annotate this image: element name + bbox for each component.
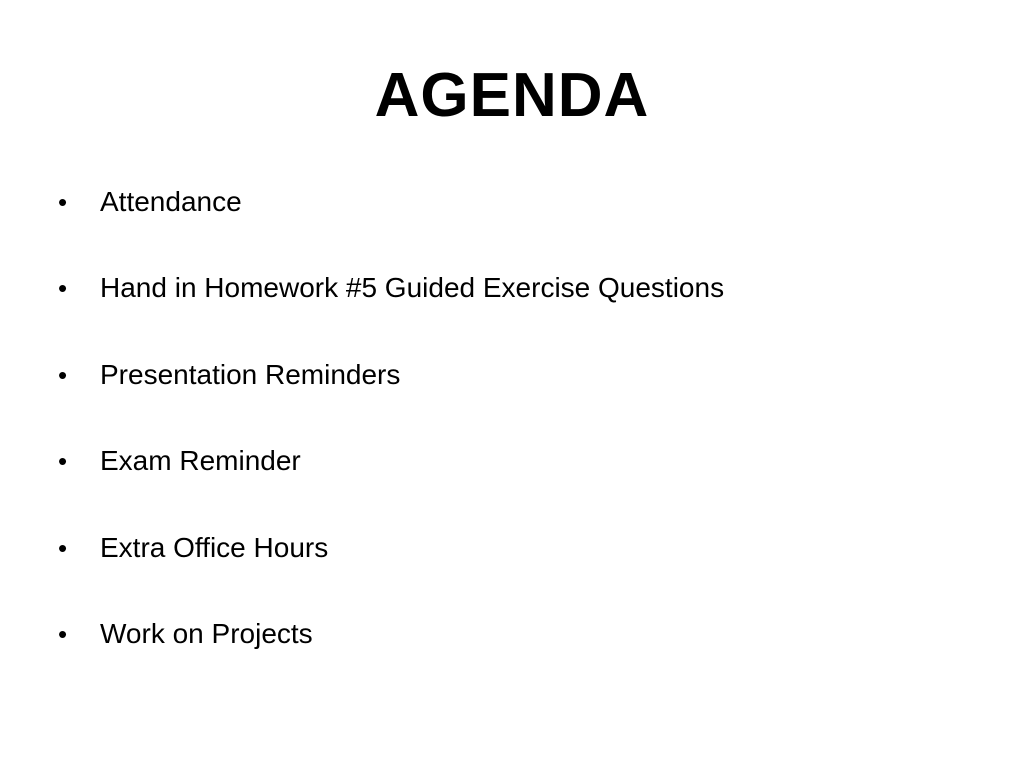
bullet-icon: • bbox=[58, 618, 68, 649]
bullet-icon: • bbox=[58, 446, 68, 477]
agenda-item-homework: Hand in Homework #5 Guided Exercise Questions bbox=[100, 272, 725, 304]
agenda-item-projects: Work on Projects bbox=[100, 617, 313, 649]
agenda-item-attendance: Attendance bbox=[100, 186, 242, 217]
list-item bbox=[58, 612, 978, 698]
agenda-item-exam-reminder: Exam Reminder bbox=[100, 445, 301, 477]
agenda-item-office-hours: Extra Office Hours bbox=[100, 531, 329, 563]
bullet-icon: • bbox=[58, 359, 68, 390]
bullet-icon: • bbox=[58, 273, 68, 304]
bullet-icon: • bbox=[58, 532, 68, 563]
agenda-item-presentation-reminders: Presentation Reminders bbox=[100, 358, 401, 390]
slide-title: AGENDA bbox=[374, 61, 650, 130]
list-item bbox=[58, 526, 978, 612]
list-item bbox=[58, 353, 978, 439]
list-item bbox=[58, 180, 978, 266]
bullet-icon: • bbox=[58, 187, 68, 217]
list-item bbox=[58, 266, 978, 352]
list-item bbox=[58, 439, 978, 525]
agenda-list bbox=[58, 180, 978, 698]
